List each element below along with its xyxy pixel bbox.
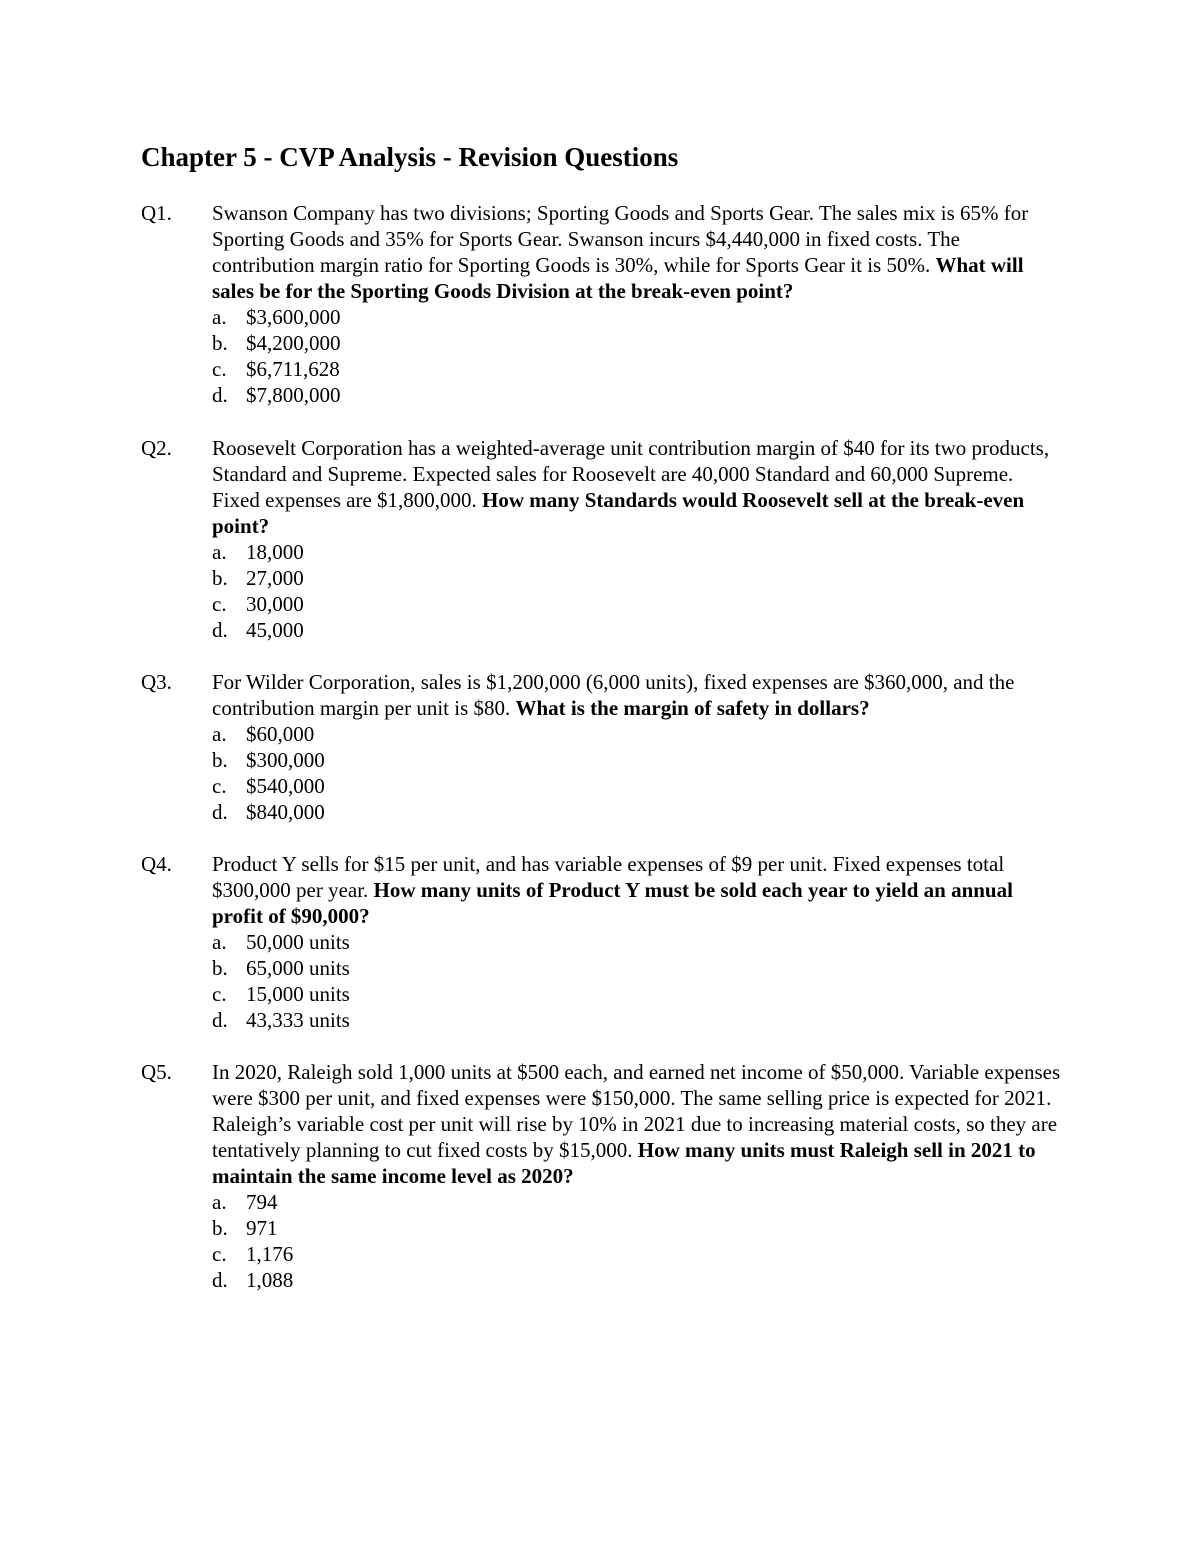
question-number: Q4. — [141, 852, 172, 876]
question-number: Q3. — [141, 670, 172, 694]
option-letter: d. — [212, 1008, 228, 1032]
question-text: For Wilder Corporation, sales is $1,200,000 (6,000 units), fixed expenses are $360,000, and the contribution margin per unit is $80. — [212, 670, 1015, 720]
option-letter: c. — [212, 774, 227, 798]
question-number: Q2. — [141, 436, 172, 460]
answer-option — [212, 721, 1062, 747]
option-letter: a. — [212, 1190, 227, 1214]
question-prompt: How many Standards would Roosevelt sell at the break-even point? — [212, 488, 1025, 538]
option-text: $3,600,000 — [246, 305, 341, 329]
question-body — [212, 1059, 1062, 1293]
document-title: Chapter 5 - CVP Analysis - Revision Questions — [141, 142, 679, 172]
answer-options — [212, 539, 1062, 643]
option-letter: a. — [212, 722, 227, 746]
answer-option — [212, 773, 1062, 799]
answer-option — [212, 1189, 1062, 1215]
option-text: $300,000 — [246, 748, 325, 772]
question-prompt: What is the margin of safety in dollars? — [515, 696, 870, 720]
option-letter: c. — [212, 357, 227, 381]
answer-option — [212, 799, 1062, 825]
question-1 — [141, 200, 1081, 408]
question-3 — [141, 669, 1081, 825]
option-letter: a. — [212, 305, 227, 329]
answer-option — [212, 981, 1062, 1007]
option-text: 1,176 — [246, 1242, 294, 1266]
answer-options — [212, 929, 1062, 1033]
question-number: Q5. — [141, 1060, 172, 1084]
question-stem — [212, 851, 1062, 929]
question-body — [212, 200, 1062, 408]
answer-option — [212, 304, 1062, 330]
answer-option — [212, 330, 1062, 356]
option-letter: d. — [212, 1268, 228, 1292]
question-5 — [141, 1059, 1081, 1293]
answer-option — [212, 591, 1062, 617]
option-text: 45,000 — [246, 618, 304, 642]
option-text: $6,711,628 — [246, 357, 340, 381]
option-text: 27,000 — [246, 566, 304, 590]
option-text: 1,088 — [246, 1268, 294, 1292]
option-text: 15,000 units — [246, 982, 350, 1006]
option-text: 18,000 — [246, 540, 304, 564]
answer-option — [212, 382, 1062, 408]
question-body — [212, 851, 1062, 1033]
option-text: 971 — [246, 1216, 278, 1240]
question-text: Product Y sells for $15 per unit, and has variable expenses of $9 per unit. Fixed expenses total $300,000 per year. — [212, 852, 1005, 902]
answer-options — [212, 721, 1062, 825]
question-stem — [212, 200, 1062, 304]
question-text: In 2020, Raleigh sold 1,000 units at $500 each, and earned net income of $50,000. Variable expenses were $300 per unit, and fixed expenses were $150,000. The same selling price is expected for 2021. Raleigh’s variable cost per unit will rise by 10% in 2021 due to increasing material costs, so they are tentatively planning to cut fixed costs by $15,000. — [212, 1060, 1061, 1162]
option-text: $7,800,000 — [246, 383, 341, 407]
question-stem — [212, 435, 1062, 539]
answer-option — [212, 1215, 1062, 1241]
question-prompt: How many units must Raleigh sell in 2021 to maintain the same income level as 2020? — [212, 1138, 1036, 1188]
option-text: 50,000 units — [246, 930, 350, 954]
question-number: Q1. — [141, 201, 172, 225]
answer-option — [212, 1007, 1062, 1033]
option-letter: d. — [212, 383, 228, 407]
option-letter: a. — [212, 930, 227, 954]
answer-option — [212, 1267, 1062, 1293]
option-letter: c. — [212, 592, 227, 616]
option-text: 794 — [246, 1190, 278, 1214]
question-4 — [141, 851, 1081, 1033]
option-letter: b. — [212, 331, 228, 355]
option-text: 43,333 units — [246, 1008, 350, 1032]
option-letter: c. — [212, 982, 227, 1006]
option-text: $840,000 — [246, 800, 325, 824]
answer-option — [212, 565, 1062, 591]
option-letter: b. — [212, 956, 228, 980]
answer-option — [212, 617, 1062, 643]
answer-option — [212, 955, 1062, 981]
option-letter: a. — [212, 540, 227, 564]
option-letter: c. — [212, 1242, 227, 1266]
option-text: $540,000 — [246, 774, 325, 798]
question-text: Swanson Company has two divisions; Sporting Goods and Sports Gear. The sales mix is 65% for Sporting Goods and 35% for Sports Gear. Swanson incurs $4,440,000 in fixed costs. The contribution margin ratio for Sporting Goods is 30%, while for Sports Gear it is 50%. — [212, 201, 1029, 277]
option-text: $4,200,000 — [246, 331, 341, 355]
option-text: 65,000 units — [246, 956, 350, 980]
option-text: $60,000 — [246, 722, 315, 746]
question-prompt: How many units of Product Y must be sold each year to yield an annual profit of $90,000? — [212, 878, 1013, 928]
option-letter: d. — [212, 800, 228, 824]
answer-options — [212, 304, 1062, 408]
question-stem — [212, 1059, 1062, 1189]
answer-option — [212, 539, 1062, 565]
answer-option — [212, 1241, 1062, 1267]
option-letter: b. — [212, 566, 228, 590]
option-letter: b. — [212, 748, 228, 772]
question-prompt: What will sales be for the Sporting Goods Division at the break-even point? — [212, 253, 1024, 303]
question-2 — [141, 435, 1081, 643]
question-text: Roosevelt Corporation has a weighted-average unit contribution margin of $40 for its two products, Standard and Supreme. Expected sales for Roosevelt are 40,000 Standard and 60,000 Supreme. Fixed expenses are $1,800,000. — [212, 436, 1050, 512]
answer-option — [212, 929, 1062, 955]
answer-option — [212, 747, 1062, 773]
question-body — [212, 435, 1062, 643]
question-body — [212, 669, 1062, 825]
answer-option — [212, 356, 1062, 382]
question-stem — [212, 669, 1062, 721]
answer-options — [212, 1189, 1062, 1293]
option-letter: d. — [212, 618, 228, 642]
option-text: 30,000 — [246, 592, 304, 616]
option-letter: b. — [212, 1216, 228, 1240]
